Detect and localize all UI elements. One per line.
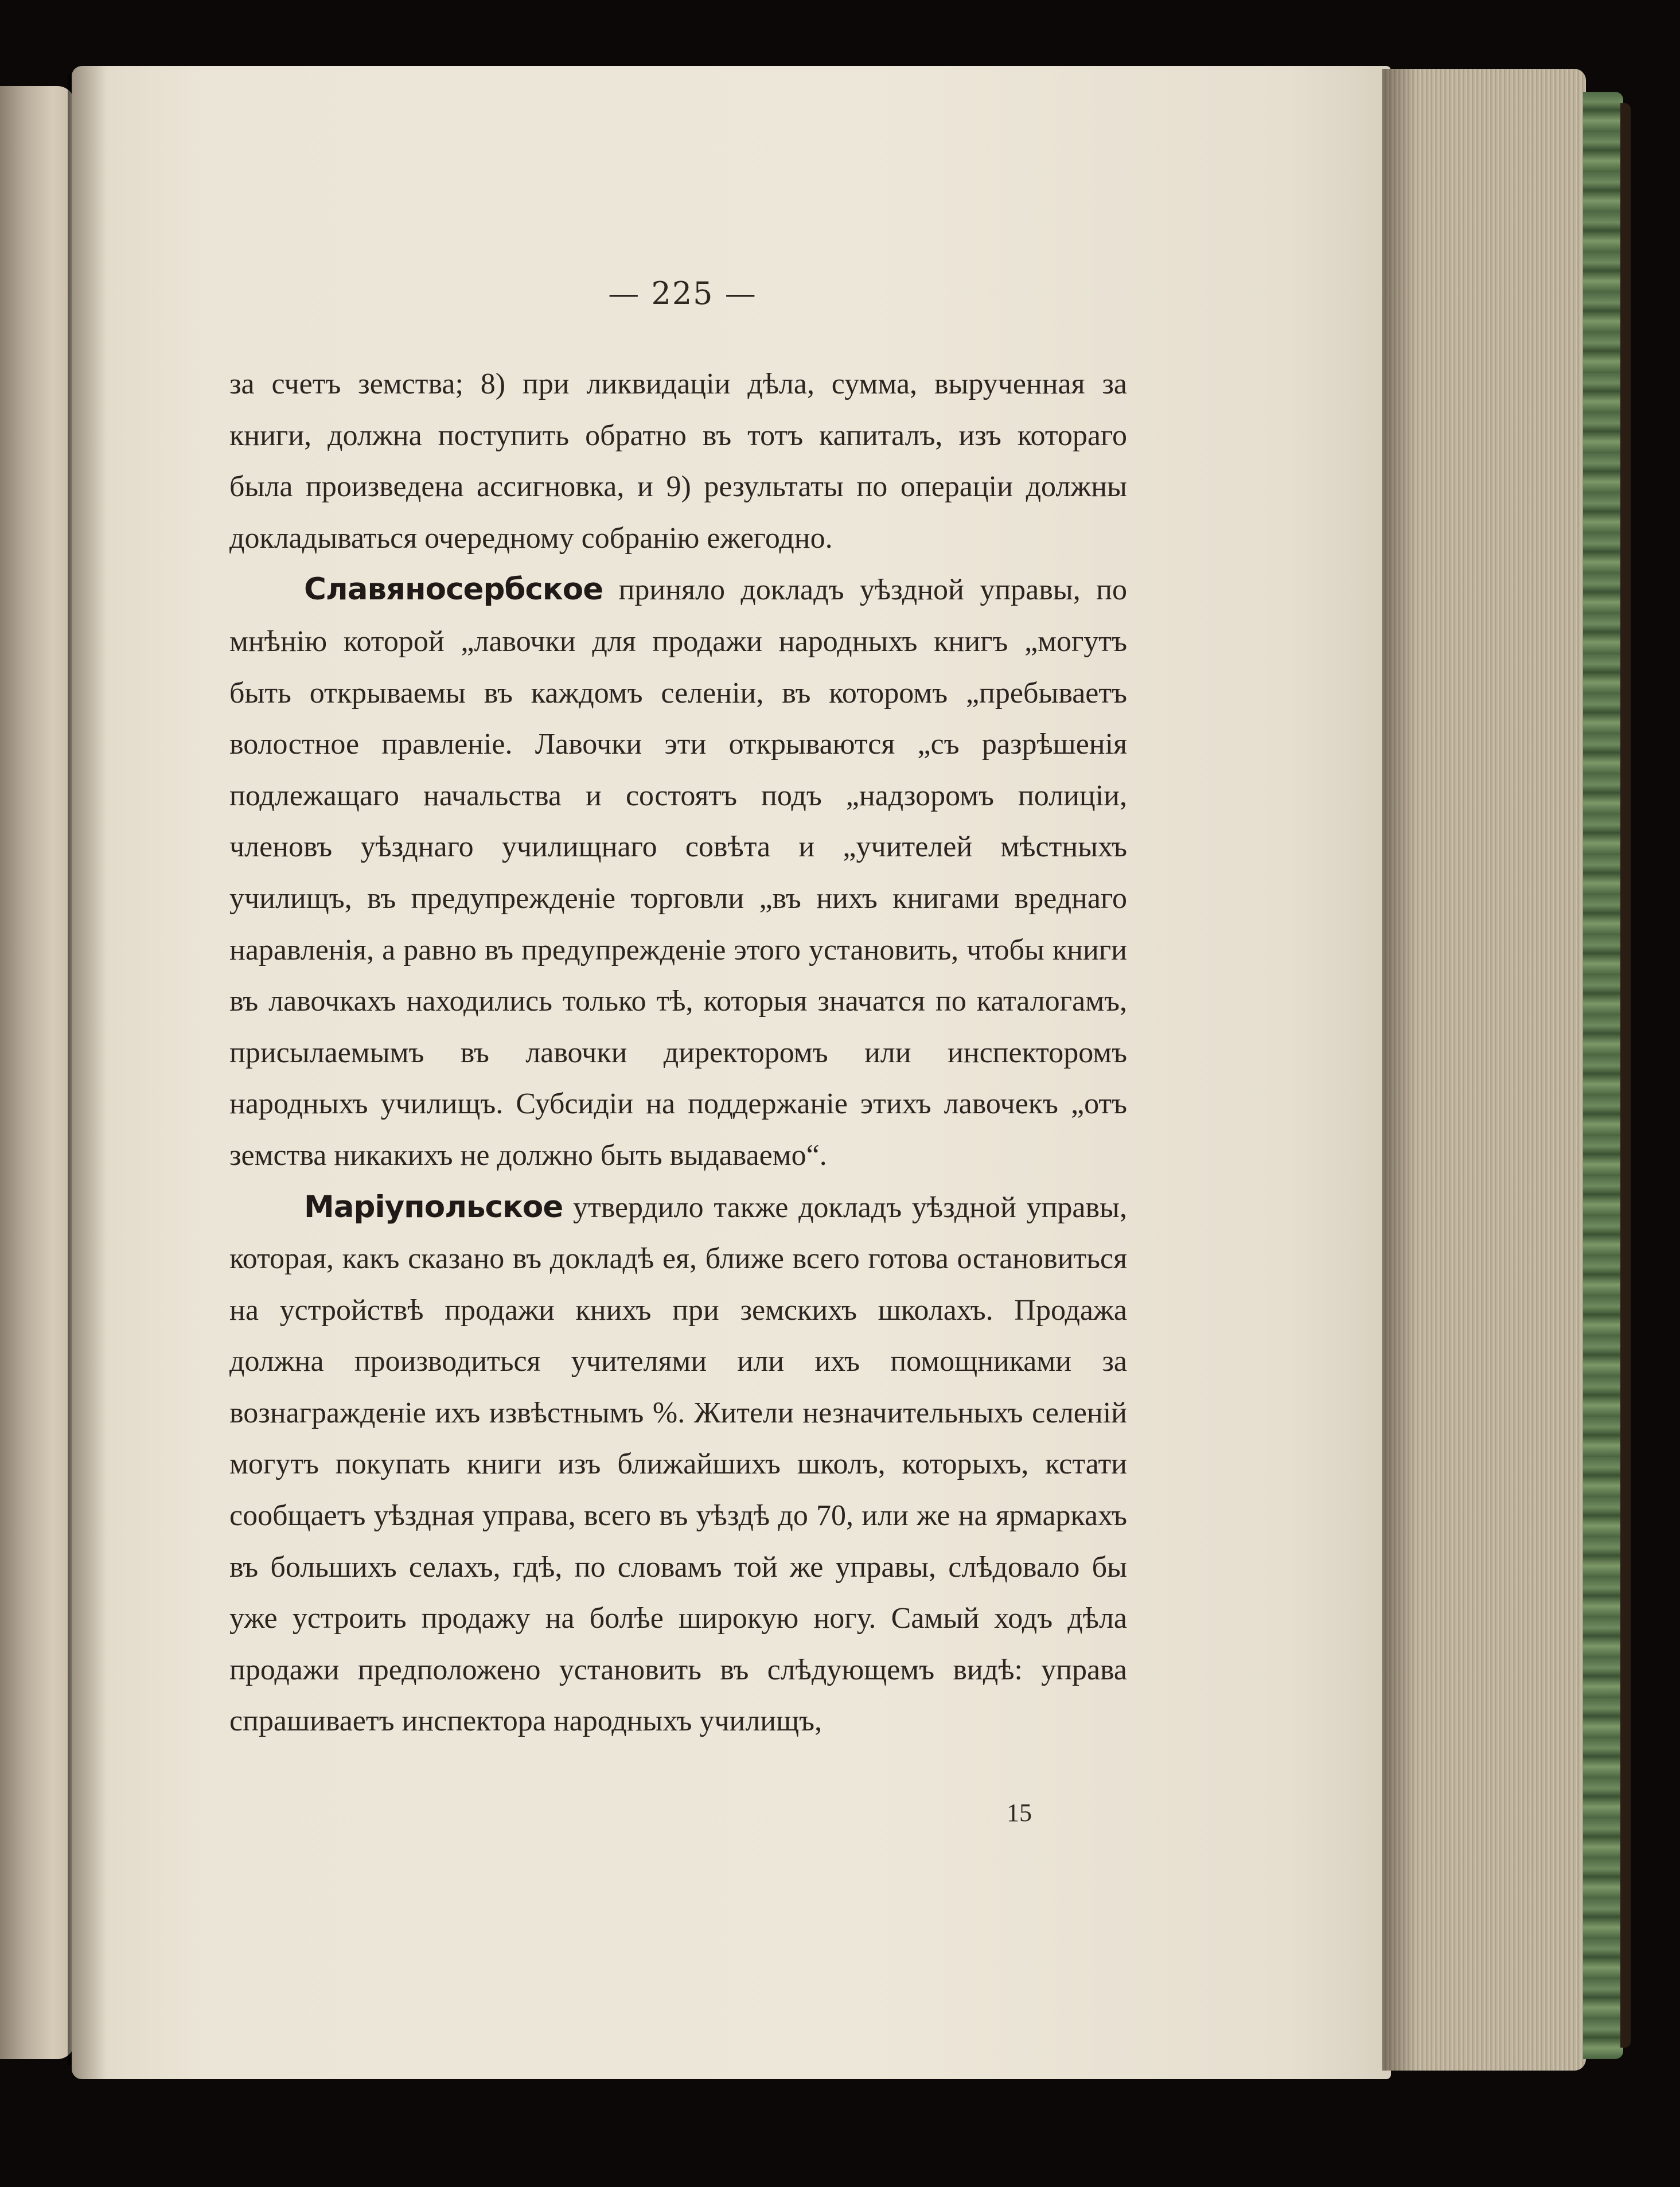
page-edges-shadow (1382, 69, 1417, 2071)
paragraph-lead-word: Славяносербское (304, 572, 603, 607)
paragraph-text: утвердило также докладъ уѣздной управы, которая, какъ сказано въ докладѣ ея, ближе всего готова остановиться на устройствѣ продажи книхъ при земскихъ школахъ. Продажа должна производиться учителями или ихъ помощниками за вознагражденіе ихъ извѣстнымъ %. Жители незначительныхъ селеній могутъ покупать книги изъ ближайшихъ школъ, которыхъ, кстати сообщаетъ уѣздная управа, всего въ уѣздѣ до 70, или же на ярмаркахъ въ большихъ селахъ, гдѣ, по словамъ той же управы, слѣдовало бы уже устроить продажу на болѣе широкую ногу. Самый ходъ дѣла продажи предположено установить въ слѣдующемъ видѣ: управа спрашиваетъ инспектора народныхъ училищъ, (229, 1191, 1127, 1738)
paragraph-lead-word: Маріупольское (304, 1189, 563, 1225)
paragraph-text: за счетъ земства; 8) при ликвидаціи дѣла, сумма, вырученная за книги, должна поступить обратно въ тотъ капиталъ, изъ котораго была произведена ассигновка, и 9) результаты по операціи должны докладываться очередному собранію ежегодно. (229, 368, 1127, 555)
paragraph-text: приняло докладъ уѣздной управы, по мнѣнію которой „лавочки для продажи народныхъ книгъ „могутъ быть открываемы въ каждомъ селеніи, въ которомъ „пребываетъ волостное правленіе. Лавочки эти открываются „съ разрѣшенія подлежащаго начальства и состоятъ подъ „надзоромъ полиціи, членовъ уѣзднаго училищнаго совѣта и „учителей мѣстныхъ училищъ, въ предупрежденіе торговли „въ нихъ книгами вреднаго наравленія, а равно въ предупрежденіе этого установить, чтобы книги въ лавочкахъ находились только тѣ, которыя значатся по каталогамъ, присылаемымъ въ лавочки директоромъ или инспекторомъ народныхъ училищъ. Субсидіи на поддержаніе этихъ лавочекъ „отъ земства никакихъ не должно быть выдаваемо“. (229, 574, 1127, 1172)
marbled-cover-board (1583, 92, 1623, 2059)
printer-signature-mark: 15 (1007, 1799, 1032, 1827)
page-gutter (72, 66, 106, 2079)
page-number: — 225 — (608, 275, 757, 311)
paragraph-mariupolskoe (229, 1182, 1127, 1748)
previous-page-edge (0, 86, 75, 2059)
paragraph-continuation (229, 358, 1127, 564)
cover-edge (1620, 103, 1631, 2048)
body-text (229, 358, 1127, 1747)
paragraph-slavyanoserbskoe (229, 564, 1127, 1181)
